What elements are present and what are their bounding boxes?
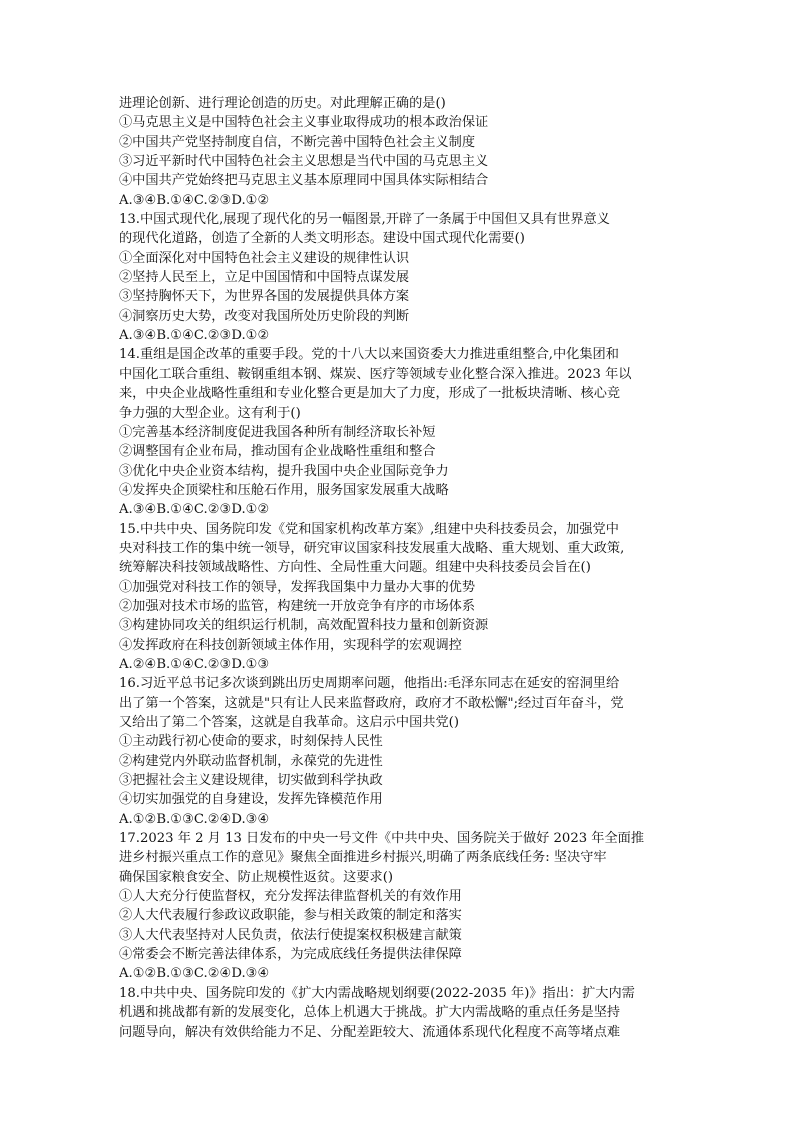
option-1: ①马克思主义是中国特色社会主义事业取得成功的根本政治保证 [119, 115, 489, 131]
option-3: ③构建协同攻关的组织运行机制，高效配置科技力量和创新资源 [119, 618, 489, 634]
question-stem-line: 17.2023 年 2 月 13 日发布的中央一号文件《中共中央、国务院关于做好 2023 年全面推 [119, 831, 645, 847]
question-stem-line: 进理论创新、进行理论创造的历史。对此理解正确的是() [119, 96, 446, 111]
question-13 [119, 210, 681, 345]
question-stem-line: 15.中共中央、国务院印发《党和国家机构改革方案》,组建中央科技委员会，加强党中 [119, 521, 619, 537]
question-stem-line: 出了第一个答案，这就是"只有让人民来监督政府，政府才不敢松懈";经过百年奋斗，党 [119, 695, 624, 711]
question-stem-line: 争力强的大型企业。这有利于() [119, 405, 301, 421]
answer-choices: A.②④B.①④C.②③D.①③ [119, 656, 270, 672]
question-stem-line: 来，中央企业战略性重组和专业化整合更是加大了力度，形成了一批板块清晰、核心竞 [119, 386, 621, 402]
question-stem-line: 问题导向，解决有效供给能力不足、分配差距较大、流通体系现代化程度不高等堵点难 [119, 1024, 621, 1040]
option-1: ①主动践行初心使命的要求，时刻保持人民性 [119, 734, 383, 750]
option-4: ④发挥央企顶梁柱和压舱石作用，服务国家发展重大战略 [119, 482, 449, 498]
answer-choices: A.③④B.①④C.②③D.①② [119, 502, 270, 518]
question-stem-line: 13.中国式现代化,展现了现代化的另一幅图景,开辟了一条属于中国但又具有世界意义 [119, 212, 610, 228]
question-12 [119, 94, 681, 210]
option-3: ③坚持胸怀天下，为世界各国的发展提供具体方案 [119, 289, 410, 305]
option-4: ④发挥政府在科技创新领域主体作用，实现科学的宏观调控 [119, 637, 462, 653]
question-stem-line: 18.中共中央、国务院印发的《扩大内需战略规划纲要(2022-2035 年)》指出：扩大内需 [119, 985, 635, 1001]
question-17 [119, 829, 681, 984]
exam-page [119, 94, 681, 1042]
option-4: ④洞察历史大势，改变对我国所处历史阶段的判断 [119, 308, 410, 324]
option-2: ②构建党内外联动监督机制，永葆党的先进性 [119, 753, 383, 769]
option-2: ②坚持人民至上，立足中国国情和中国特点谋发展 [119, 270, 410, 286]
question-16 [119, 674, 681, 829]
question-18 [119, 984, 681, 1042]
option-1: ①加强党对科技工作的领导，发挥我国集中力量办大事的优势 [119, 579, 476, 595]
option-4: ④中国共产党始终把马克思主义基本原理同中国具体实际相结合 [119, 173, 489, 189]
question-stem-line: 16.习近平总书记多次谈到跳出历史周期率问题，他指出:毛泽东同志在延安的窑洞里给 [119, 676, 620, 692]
answer-choices: A.③④B.①④C.②③D.①② [119, 328, 270, 344]
option-4: ④常委会不断完善法律体系，为完成底线任务提供法律保障 [119, 947, 462, 963]
option-4: ④切实加强党的自身建设，发挥先锋模范作用 [119, 792, 383, 808]
question-14 [119, 345, 681, 519]
question-stem-line: 又给出了第二个答案，这就是自我革命。这启示中国共党() [119, 715, 459, 730]
option-2: ②中国共产党坚持制度自信，不断完善中国特色社会主义制度 [119, 134, 476, 150]
question-15 [119, 520, 681, 675]
option-3: ③优化中央企业资本结构，提升我国中央企业国际竞争力 [119, 463, 449, 479]
question-stem-line: 14.重组是国企改革的重要手段。党的十八大以来国资委大力推进重组整合,中化集团和 [119, 347, 619, 363]
option-2: ②人大代表履行参政议政职能，参与相关政策的制定和落实 [119, 908, 462, 924]
answer-choices: A.③④B.①④C.②③D.①② [119, 192, 270, 208]
option-1: ①全面深化对中国特色社会主义建设的规律性认识 [119, 250, 410, 266]
question-stem-line: 确保国家粮食安全、防止规模性返贫。这要求() [119, 869, 394, 885]
option-2: ②加强对技术市场的监管，构建统一开放竞争有序的市场体系 [119, 598, 476, 614]
option-3: ③习近平新时代中国特色社会主义思想是当代中国的马克思主义 [119, 154, 489, 170]
option-2: ②调整国有企业布局，推动国有企业战略性重组和整合 [119, 444, 436, 460]
question-stem-line: 统筹解决科技领域战略性、方向性、全局性重大问题。组建中央科技委员会旨在() [119, 560, 591, 576]
option-3: ③把握社会主义建设规律，切实做到科学执政 [119, 773, 383, 789]
answer-choices: A.①②B.①③C.②④D.③④ [119, 966, 270, 982]
option-1: ①完善基本经济制度促进我国各种所有制经济取长补短 [119, 424, 436, 440]
question-stem-line: 央对科技工作的集中统一领导，研究审议国家科技发展重大战略、重大规划、重大政策, [119, 540, 625, 556]
option-1: ①人大充分行使监督权，充分发挥法律监督机关的有效作用 [119, 889, 462, 905]
question-stem-line: 中国化工联合重组、鞍钢重组本钢、煤炭、医疗等领域专业化整合深入推进。2023 年以 [119, 366, 632, 382]
question-stem-line: 进乡村振兴重点工作的意见》聚焦全面推进乡村振兴,明确了两条底线任务: 坚决守牢 [119, 850, 607, 866]
question-stem-line: 机遇和挑战都有新的发展变化，总体上机遇大于挑战。扩大内需战略的重点任务是坚持 [119, 1005, 621, 1021]
answer-choices: A.①②B.①③C.②④D.③④ [119, 811, 270, 827]
question-stem-line: 的现代化道路，创造了全新的人类文明形态。建设中国式现代化需要() [119, 231, 525, 247]
option-3: ③人大代表坚持对人民负责，依法行使提案权积极建言献策 [119, 927, 462, 943]
